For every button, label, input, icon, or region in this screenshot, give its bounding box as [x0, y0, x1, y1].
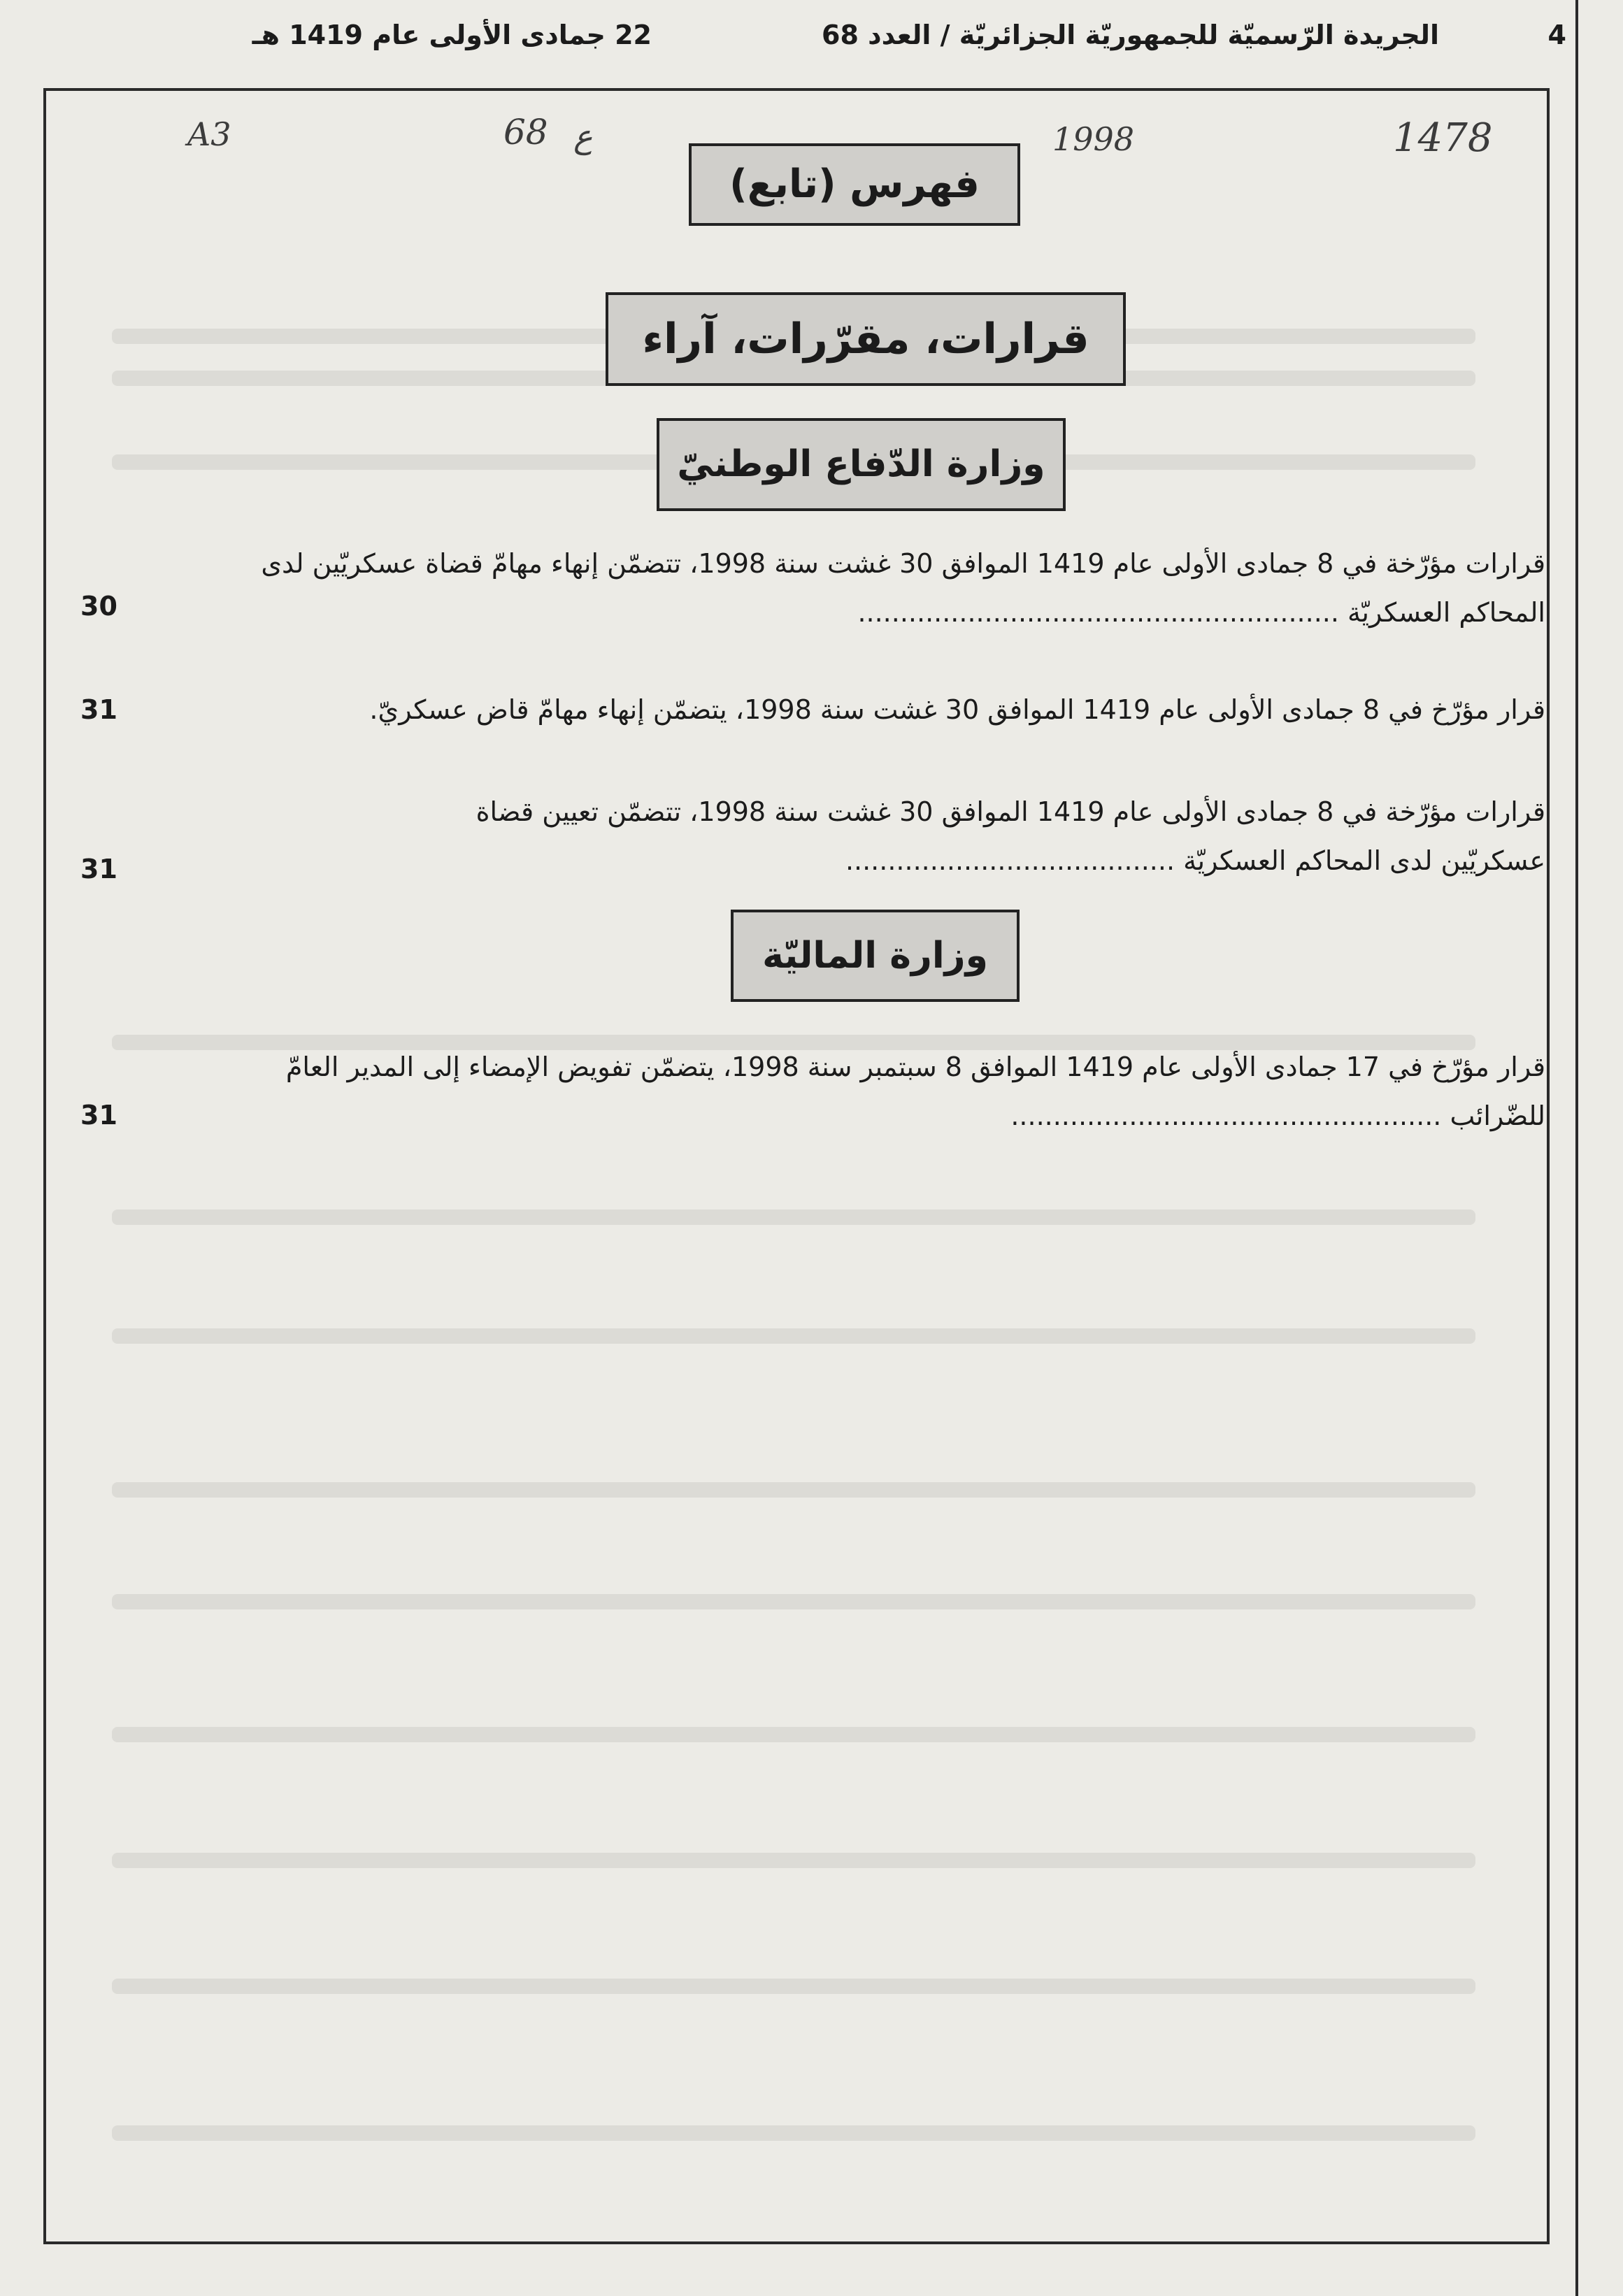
index-heading: فهرس (تابع): [689, 143, 1020, 226]
ministry-heading-finance: وزارة الماليّة: [731, 910, 1020, 1002]
content-frame: [43, 88, 1550, 2244]
decisions-heading: قرارات، مقرّرات، آراء: [606, 292, 1126, 386]
bleed-through-line: [112, 1979, 1475, 1994]
handwritten-year: 1998: [1052, 120, 1135, 158]
index-entry: [185, 1042, 1545, 1140]
entry-line: للضّرائب: [1450, 1100, 1545, 1131]
publication-title: الجريدة الرّسميّة للجمهوريّة الجزائريّة / العدد 68: [822, 20, 1439, 50]
index-entry: [185, 539, 1545, 637]
dot-leader: ...................................................: [1010, 1100, 1442, 1131]
index-entry: [185, 787, 1545, 885]
dot-leader: .........................................................: [857, 597, 1339, 628]
running-header: [91, 15, 1566, 60]
handwritten-issue: 68: [503, 112, 548, 152]
entry-page-number: 30: [80, 591, 117, 622]
bleed-through-line: [112, 1210, 1475, 1225]
handwritten-letter: ع: [573, 117, 593, 155]
entry-line: قرارات مؤرّخة في 8 جمادى الأولى عام 1419 الموافق 30 غشت سنة 1998، تتضمّن تعيين قضاة: [476, 796, 1545, 827]
bleed-through-line: [112, 1853, 1475, 1868]
entry-line-with-leader: [185, 836, 1545, 885]
handwritten-number: 1478: [1393, 115, 1493, 161]
entry-line: المحاكم العسكريّة: [1347, 597, 1545, 628]
entry-line: قرار مؤرّخ في 17 جمادى الأولى عام 1419 الموافق 8 سبتمبر سنة 1998، يتضمّن تفويض الإمضاء إلى المدير العامّ: [285, 1052, 1545, 1082]
entry-line: قرار مؤرّخ في 8 جمادى الأولى عام 1419 الموافق 30 غشت سنة 1998، يتضمّن إنهاء مهامّ قاض عسكريّ.: [369, 694, 1545, 725]
entry-line-with-leader: [185, 588, 1545, 637]
entry-line: قرارات مؤرّخة في 8 جمادى الأولى عام 1419 الموافق 30 غشت سنة 1998، تتضمّن إنهاء مهامّ قضاة عسكريّين لدى: [261, 548, 1545, 579]
entry-line-with-leader: [185, 1091, 1545, 1140]
page-number: 4: [1547, 20, 1566, 50]
handwritten-code: A3: [187, 115, 231, 153]
dot-leader: .......................................: [845, 845, 1175, 876]
index-entry: [185, 685, 1545, 734]
entry-line: عسكريّين لدى المحاكم العسكريّة: [1183, 845, 1545, 876]
page-edge-rule: [1575, 0, 1578, 2296]
issue-date: 22 جمادى الأولى عام 1419 هـ: [252, 20, 652, 50]
ministry-heading-defense: وزارة الدّفاع الوطنيّ: [657, 418, 1066, 511]
bleed-through-line: [112, 2125, 1475, 2141]
entry-page-number: 31: [80, 1100, 117, 1131]
entry-page-number: 31: [80, 854, 117, 884]
bleed-through-line: [112, 1594, 1475, 1609]
bleed-through-line: [112, 1328, 1475, 1344]
entry-page-number: 31: [80, 694, 117, 725]
bleed-through-line: [112, 1482, 1475, 1498]
bleed-through-line: [112, 1727, 1475, 1742]
